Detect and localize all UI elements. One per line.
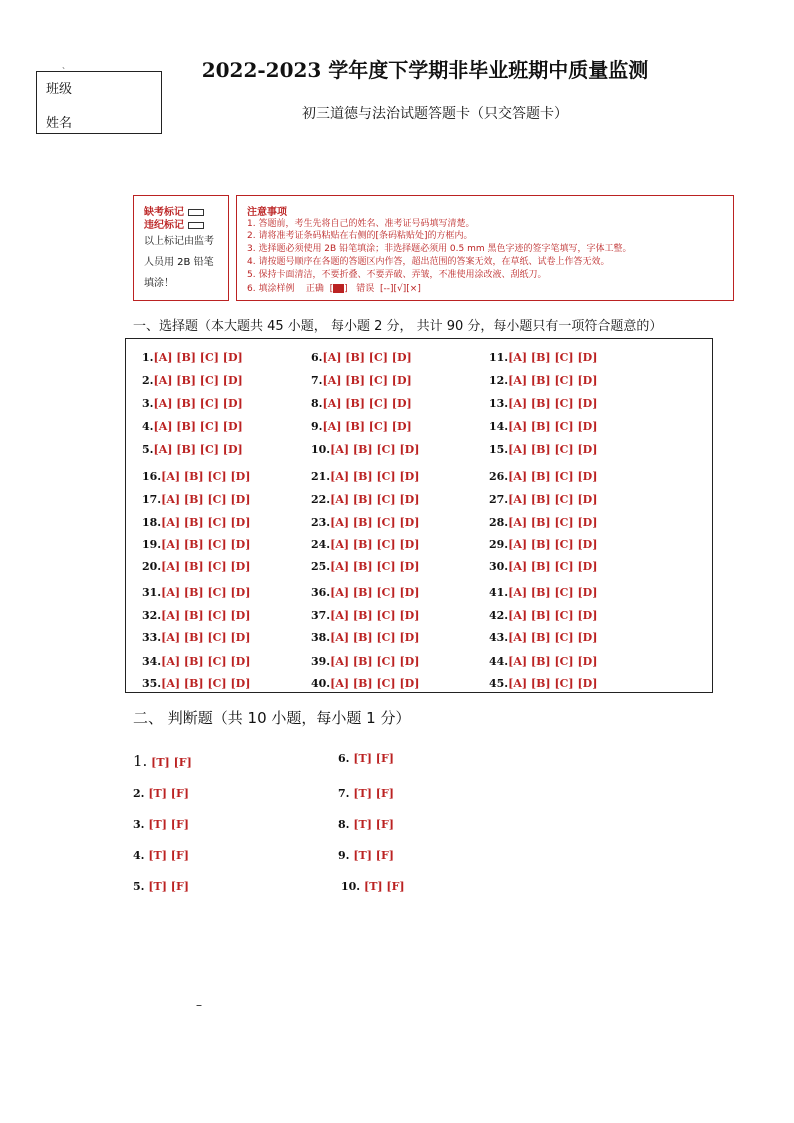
mc-question-number: 25. <box>311 560 331 573</box>
mc-question[interactable] <box>489 655 597 668</box>
mc-question[interactable] <box>142 538 250 551</box>
mc-question[interactable] <box>311 538 419 551</box>
mc-question-number: 15. <box>489 443 509 456</box>
mc-question-number: 36. <box>311 586 331 599</box>
mc-options[interactable]: [A] [B] [C] [D] <box>330 516 420 529</box>
mc-question[interactable] <box>142 443 243 456</box>
mc-question-number: 5. <box>142 443 154 456</box>
mc-question[interactable] <box>311 609 419 622</box>
mc-question[interactable] <box>142 677 250 690</box>
mc-options[interactable]: [A] [B] [C] [D] <box>153 351 243 364</box>
mc-question[interactable] <box>311 677 419 690</box>
tf-options[interactable]: [T] [F] <box>151 756 192 769</box>
mc-question[interactable] <box>142 631 250 644</box>
mc-question[interactable] <box>489 631 597 644</box>
mc-options[interactable]: [A] [B] [C] [D] <box>161 516 251 529</box>
mc-options[interactable]: [A] [B] [C] [D] <box>330 609 420 622</box>
mc-question-number: 20. <box>142 560 162 573</box>
mc-options[interactable]: [A] [B] [C] [D] <box>330 493 420 506</box>
mc-question[interactable] <box>489 470 597 483</box>
mc-options[interactable]: [A] [B] [C] [D] <box>508 538 598 551</box>
name-label: 姓名 <box>46 116 73 131</box>
mc-options[interactable]: [A] [B] [C] [D] <box>508 397 598 410</box>
mc-question[interactable] <box>489 538 597 551</box>
mc-question-number: 31. <box>142 586 162 599</box>
mc-question-number: 12. <box>489 374 509 387</box>
page-subtitle: 初三道德与法治试题答题卡（只交答题卡） <box>302 106 568 122</box>
mc-question-number: 3. <box>142 397 154 410</box>
mc-options[interactable]: [A] [B] [C] [D] <box>508 560 598 573</box>
mc-question[interactable] <box>489 609 597 622</box>
mc-options[interactable]: [A] [B] [C] [D] <box>322 351 412 364</box>
mc-question[interactable] <box>489 560 597 573</box>
mc-question[interactable] <box>311 420 412 433</box>
mc-question[interactable] <box>489 397 597 410</box>
mc-question[interactable] <box>142 470 250 483</box>
section2-heading: 二、 判断题（共 10 小题，每小题 1 分） <box>133 709 411 727</box>
mc-options[interactable]: [A] [B] [C] [D] <box>330 443 420 456</box>
tf-question[interactable] <box>338 787 394 800</box>
mc-question[interactable] <box>489 420 597 433</box>
mc-question-number: 18. <box>142 516 162 529</box>
mc-question[interactable] <box>142 516 250 529</box>
mc-question-number: 40. <box>311 677 331 690</box>
tf-question-number: 2. <box>133 787 145 800</box>
mc-options[interactable]: [A] [B] [C] [D] <box>161 470 251 483</box>
tf-options[interactable]: [T] [F] <box>353 787 394 800</box>
mc-question-number: 23. <box>311 516 331 529</box>
mc-options[interactable]: [A] [B] [C] [D] <box>508 493 598 506</box>
tf-question-number: 7. <box>338 787 350 800</box>
tf-question-number: 9. <box>338 849 350 862</box>
tf-question-number: 5. <box>133 880 145 893</box>
mc-question-number: 4. <box>142 420 154 433</box>
mc-options[interactable]: [A] [B] [C] [D] <box>322 374 412 387</box>
mc-question[interactable] <box>142 655 250 668</box>
mc-question[interactable] <box>489 374 597 387</box>
mc-options[interactable]: [A] [B] [C] [D] <box>330 470 420 483</box>
mc-options[interactable]: [A] [B] [C] [D] <box>508 351 598 364</box>
mc-options[interactable]: [A] [B] [C] [D] <box>508 586 598 599</box>
mc-options[interactable]: [A] [B] [C] [D] <box>508 443 598 456</box>
mc-options[interactable]: [A] [B] [C] [D] <box>330 560 420 573</box>
mc-question-number: 13. <box>489 397 509 410</box>
mc-question[interactable] <box>489 586 597 599</box>
mc-question-number: 26. <box>489 470 509 483</box>
mc-question[interactable] <box>311 351 412 364</box>
mc-question[interactable] <box>142 493 250 506</box>
mc-question[interactable] <box>311 516 419 529</box>
mc-question-number: 21. <box>311 470 331 483</box>
mc-options[interactable]: [A] [B] [C] [D] <box>508 677 598 690</box>
mc-question[interactable] <box>311 470 419 483</box>
mc-question-number: 10. <box>311 443 331 456</box>
mc-question-number: 22. <box>311 493 331 506</box>
legend-note-line: 填涂！ <box>144 278 174 289</box>
mc-options[interactable]: [A] [B] [C] [D] <box>153 397 243 410</box>
mc-question[interactable] <box>311 586 419 599</box>
tf-question[interactable] <box>133 880 189 893</box>
mc-question-number: 44. <box>489 655 509 668</box>
tf-question[interactable] <box>338 818 394 831</box>
mc-options[interactable]: [A] [B] [C] [D] <box>508 420 598 433</box>
tf-options[interactable]: [T] [F] <box>353 752 394 765</box>
mc-question[interactable] <box>311 493 419 506</box>
violation-mark-box[interactable] <box>188 222 204 229</box>
mc-options[interactable]: [A] [B] [C] [D] <box>508 470 598 483</box>
mc-question-number: 8. <box>311 397 323 410</box>
mc-options[interactable]: [A] [B] [C] [D] <box>330 631 420 644</box>
mc-question-number: 1. <box>142 351 154 364</box>
mc-question[interactable] <box>489 516 597 529</box>
mc-question-number: 14. <box>489 420 509 433</box>
mc-question[interactable] <box>311 560 419 573</box>
mc-options[interactable]: [A] [B] [C] [D] <box>330 586 420 599</box>
tf-question-number: 3. <box>133 818 145 831</box>
mc-options[interactable]: [A] [B] [C] [D] <box>153 420 243 433</box>
mc-question-number: 30. <box>489 560 509 573</box>
legend-note-line: 人员用 2B 铅笔 <box>144 257 214 268</box>
mc-question[interactable] <box>142 397 243 410</box>
mc-question-number: 28. <box>489 516 509 529</box>
mc-question-number: 45. <box>489 677 509 690</box>
tf-question-number: 1. <box>133 752 148 770</box>
tf-question-number: 8. <box>338 818 350 831</box>
instruction-item: 1. 答题前，考生先将自己的姓名、准考证号码填写清楚。 <box>247 219 475 229</box>
mc-question-number: 29. <box>489 538 509 551</box>
mc-options[interactable]: [A] [B] [C] [D] <box>508 631 598 644</box>
mc-options[interactable]: [A] [B] [C] [D] <box>161 631 251 644</box>
mc-question[interactable] <box>489 443 597 456</box>
instruction-item: 4. 请按题号顺序在各题的答题区内作答，超出范围的答案无效，在草纸、试卷上作答无效。 <box>247 257 610 267</box>
mc-question-number: 33. <box>142 631 162 644</box>
mark-legend-box <box>133 195 229 301</box>
mc-options[interactable]: [A] [B] [C] [D] <box>161 560 251 573</box>
mc-options[interactable]: [A] [B] [C] [D] <box>330 677 420 690</box>
section1-heading: 一、选择题（本大题共 45 小题， 每小题 2 分， 共计 90 分，每小题只有一项符合题意的） <box>133 319 663 334</box>
tf-question[interactable] <box>341 880 405 893</box>
mc-options[interactable]: [A] [B] [C] [D] <box>508 516 598 529</box>
tf-question[interactable] <box>133 818 189 831</box>
mc-question[interactable] <box>489 493 597 506</box>
mc-question-number: 19. <box>142 538 162 551</box>
absent-mark-box[interactable] <box>188 209 204 216</box>
tf-question[interactable] <box>133 752 192 770</box>
mc-question[interactable] <box>311 631 419 644</box>
tf-question[interactable] <box>338 752 394 765</box>
mc-question-number: 6. <box>311 351 323 364</box>
instructions-box <box>236 195 734 301</box>
mc-options[interactable]: [A] [B] [C] [D] <box>508 655 598 668</box>
tf-options[interactable]: [T] [F] <box>148 880 189 893</box>
mc-question-number: 39. <box>311 655 331 668</box>
mc-question-number: 38. <box>311 631 331 644</box>
tf-question[interactable] <box>133 787 189 800</box>
mc-question-number: 24. <box>311 538 331 551</box>
instruction-item: 5. 保持卡面清洁，不要折叠、不要弄破、弄皱，不准使用涂改液、刮纸刀。 <box>247 270 547 280</box>
mc-options[interactable]: [A] [B] [C] [D] <box>161 609 251 622</box>
violation-mark: 违纪标记 <box>144 216 204 231</box>
page-title: 2022-2023 学年度下学期非毕业班期中质量监测 <box>201 58 649 82</box>
mc-question-number: 37. <box>311 609 331 622</box>
mc-options[interactable]: [A] [B] [C] [D] <box>330 538 420 551</box>
tf-question[interactable] <box>133 849 189 862</box>
stray-mark: 、 <box>62 61 70 70</box>
instructions-title: 注意事项 <box>247 207 287 218</box>
mc-options[interactable]: [A] [B] [C] [D] <box>508 609 598 622</box>
mc-question[interactable] <box>311 655 419 668</box>
mc-question-number: 43. <box>489 631 509 644</box>
tf-question-number: 6. <box>338 752 350 765</box>
mc-question[interactable] <box>142 609 250 622</box>
mc-question-number: 11. <box>489 351 509 364</box>
mc-question[interactable] <box>489 677 597 690</box>
mc-question[interactable] <box>142 586 250 599</box>
mc-question-number: 32. <box>142 609 162 622</box>
tf-options[interactable]: [T] [F] <box>148 818 189 831</box>
absent-mark: 缺考标记 <box>144 203 204 218</box>
mc-question-number: 42. <box>489 609 509 622</box>
mc-options[interactable]: [A] [B] [C] [D] <box>508 374 598 387</box>
legend-note-line: 以上标记由监考 <box>144 236 214 247</box>
tf-options[interactable]: [T] [F] <box>148 787 189 800</box>
tf-question-number: 4. <box>133 849 145 862</box>
mc-options[interactable]: [A] [B] [C] [D] <box>161 538 251 551</box>
mc-options[interactable]: [A] [B] [C] [D] <box>161 655 251 668</box>
mc-options[interactable]: [A] [B] [C] [D] <box>161 677 251 690</box>
tf-options[interactable]: [T] [F] <box>353 849 394 862</box>
mc-question[interactable] <box>142 374 243 387</box>
mc-question-number: 34. <box>142 655 162 668</box>
mc-options[interactable]: [A] [B] [C] [D] <box>330 655 420 668</box>
mc-options[interactable]: [A] [B] [C] [D] <box>322 397 412 410</box>
tf-question-number: 10. <box>341 880 361 893</box>
instruction-item: 3. 选择题必须使用 2B 铅笔填涂；非选择题必须用 0.5 mm 黑色字迹的签字笔填写，字体工整。 <box>247 244 632 254</box>
mc-question[interactable] <box>311 397 412 410</box>
stray-dash: – <box>196 998 202 1012</box>
class-label: 班级 <box>46 82 73 97</box>
mc-question-number: 2. <box>142 374 154 387</box>
mc-options[interactable]: [A] [B] [C] [D] <box>161 586 251 599</box>
student-info-box <box>36 71 162 134</box>
mc-options[interactable]: [A] [B] [C] [D] <box>153 374 243 387</box>
instruction-item: 2. 请将准考证条码粘贴在右侧的[条码粘贴处]的方框内。 <box>247 231 473 241</box>
mc-question-number: 35. <box>142 677 162 690</box>
tf-question[interactable] <box>338 849 394 862</box>
tf-options[interactable]: [T] [F] <box>363 880 405 893</box>
mc-options[interactable]: [A] [B] [C] [D] <box>153 443 243 456</box>
mc-question[interactable] <box>142 560 250 573</box>
mc-question-number: 27. <box>489 493 509 506</box>
mc-question[interactable] <box>142 420 243 433</box>
tf-options[interactable]: [T] [F] <box>353 818 394 831</box>
mc-question[interactable] <box>311 443 419 456</box>
mc-question-number: 7. <box>311 374 323 387</box>
mc-question-number: 17. <box>142 493 162 506</box>
mc-question-number: 41. <box>489 586 509 599</box>
mc-question-number: 9. <box>311 420 323 433</box>
mc-question[interactable] <box>489 351 597 364</box>
mc-options[interactable]: [A] [B] [C] [D] <box>161 493 251 506</box>
fill-sample-row: 6. 填涂样例 正确 [ ] 错误 [--][√][×] <box>247 284 421 294</box>
tf-options[interactable]: [T] [F] <box>148 849 189 862</box>
mc-question-number: 16. <box>142 470 162 483</box>
mc-options[interactable]: [A] [B] [C] [D] <box>322 420 412 433</box>
multiple-choice-box <box>125 338 713 693</box>
correct-fill-sample <box>333 284 344 293</box>
mc-question[interactable] <box>142 351 243 364</box>
mc-question[interactable] <box>311 374 412 387</box>
